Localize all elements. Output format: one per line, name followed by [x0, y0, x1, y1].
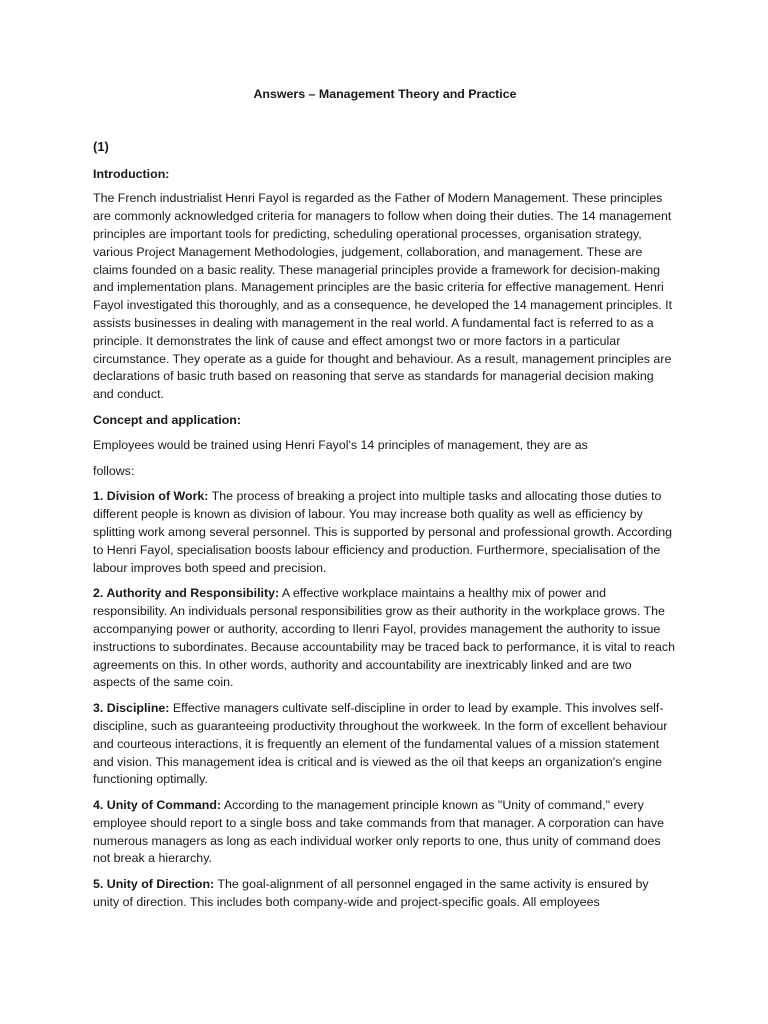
principle-title: 2. Authority and Responsibility:	[93, 586, 280, 601]
principle-text: The process of breaking a project into multiple tasks and allocating those duties to different people is known as division of labour. You may increase both quality as well as efficiency by splitting work among several personnel. This is supported by personal and professional growth. According to Henri Fayol, specialisation boosts labour efficiency and production. Furthermore, specialisation of the labour improves both speed and precision.	[93, 489, 673, 575]
document-title: Answers – Management Theory and Practice	[253, 87, 517, 101]
principle-title: 3. Discipline:	[93, 701, 170, 716]
principle-unity-of-direction	[93, 876, 677, 912]
introduction-paragraph: The French industrialist Henri Fayol is regarded as the Father of Modern Management. These principles are commonly acknowledged criteria for managers to follow when doing their duties. The 14 management principles are important tools for predicting, scheduling operational processes, organisation strategy, various Project Management Methodologies, judgement, collaboration, and management. These are claims founded on a basic reality. These managerial principles provide a framework for decision-making and implementation plans. Management principles are the basic criteria for effective management. Henri Fayol investigated this thoroughly, and as a consequence, he developed the 14 management principles. It assists businesses in dealing with management in the real world. A fundamental fact is referred to as a principle. It demonstrates the link of cause and effect amongst two or more factors in a particular circumstance. They operate as a guide for thought and behaviour. As a result, management principles are declarations of basic truth based on reasoning that serve as standards for managerial decision making and conduct.	[93, 191, 673, 402]
principle-text: According to the management principle known as "Unity of command," every employee should report to a single boss and take commands from that manager. A corporation can have numerous managers as long as each individual worker only reports to one, thus unity of command does not break a hierarchy.	[93, 798, 664, 866]
principle-division-of-work	[93, 488, 677, 577]
document-page	[93, 86, 677, 920]
principle-text: A effective workplace maintains a healthy mix of power and responsibility. An individuals personal responsibilities grow as their authority in the workplace grows. The accompanying power or authority, according to Ilenri Fayol, provides management the authority to issue instructions to subordinates. Because accountability may be traced back to performance, it is vital to reach agreements on this. In other words, authority and accountability are inextricably linked and are two aspects of the same coin.	[93, 586, 675, 690]
section-number: (1)	[93, 138, 109, 154]
principle-title: 5. Unity of Direction:	[93, 877, 215, 892]
concept-paragraph-line-1: Employees would be trained using Henri Fayol's 14 principles of management, they are as	[93, 437, 588, 452]
principle-title: 1. Division of Work:	[93, 489, 209, 504]
principle-unity-of-command	[93, 797, 677, 868]
principle-authority-and-responsibility	[93, 585, 677, 692]
principle-discipline	[93, 700, 677, 789]
introduction-heading: Introduction:	[93, 166, 170, 181]
principle-title: 4. Unity of Command:	[93, 798, 222, 813]
concept-heading: Concept and application:	[93, 412, 242, 427]
principle-text: Effective managers cultivate self-discipline in order to lead by example. This involves self-discipline, such as guaranteeing productivity throughout the workweek. In the form of excellent behaviour and courteous interactions, it is frequently an element of the fundamental values of a mission statement and vision. This management idea is critical and is viewed as the oil that keeps an organization's engine functioning optimally.	[93, 701, 668, 787]
concept-paragraph-line-2: follows:	[93, 463, 135, 478]
principle-text: The goal-alignment of all personnel engaged in the same activity is ensured by unity of direction. This includes both company-wide and project-specific goals. All employees	[93, 877, 649, 910]
